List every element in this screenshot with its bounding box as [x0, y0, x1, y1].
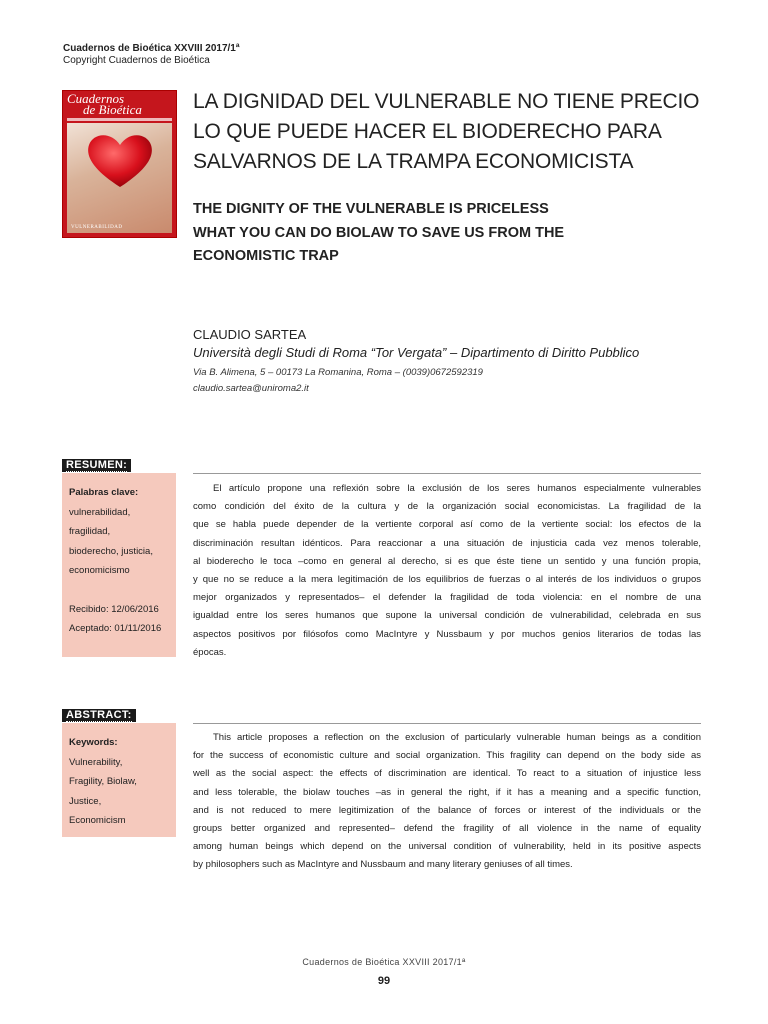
abstract-line: by philosophers such as MacIntyre and Nussbaum and many literary geniuses of all times. [193, 859, 573, 871]
copyright-line: Copyright Cuadernos de Bioética [63, 55, 210, 66]
accepted-date: Aceptado: 01/11/2016 [69, 623, 162, 634]
author-affiliation: Università degli Studi di Roma “Tor Vergata” – Dipartimento di Diritto Pubblico [193, 345, 640, 360]
abstract-line: among human beings which depend on the universal condition of vulnerability, held in its positive aspects [193, 841, 701, 853]
subtitle-line: ECONOMISTIC TRAP [193, 248, 339, 264]
article-title [193, 87, 713, 177]
abstract-line: well as the social aspect: the effects of discrimination are identical. To react to a situation of injustice less [193, 768, 701, 780]
subtitle-line: THE DIGNITY OF THE VULNERABLE IS PRICELESS [193, 201, 549, 217]
resumen-line: épocas. [193, 646, 227, 658]
page-number: 99 [377, 975, 391, 987]
abstract-line: This article proposes a reflection on the exclusion of particularly vulnerable human beings as a condition [213, 732, 701, 743]
resumen-tag-label: RESUMEN: [66, 459, 128, 471]
abstract-line: groups better organized and represented– defend the fragility of all violence in the name of equality [193, 823, 701, 835]
cover-strip [67, 118, 172, 121]
resumen-line: como condición del éxito de la cultura y de la organización social economicistas. La fragilidad de la [193, 501, 701, 513]
title-line: LO QUE PUEDE HACER EL BIODERECHO PARA [193, 120, 662, 143]
journal-header: Cuadernos de Bioética XXVIII 2017/1ª [63, 43, 240, 54]
spacer [69, 581, 176, 600]
resumen-sidebar [62, 473, 176, 657]
abstract-tag [62, 709, 136, 722]
abstract-line: and less tolerable, the biolaw touches –as in general the right, if it has a meaning and a specific function, [193, 786, 701, 798]
resumen-line: que se habla puede depender de la vertiente corporal así como de la vertiente social: los efectos de la [193, 519, 701, 531]
cover-brand [67, 93, 142, 115]
subtitle-line: WHAT YOU CAN DO BIOLAW TO SAVE US FROM THE [193, 224, 565, 241]
resumen-tag [62, 459, 131, 472]
keyword: economicismo [69, 565, 130, 576]
author-name: CLAUDIO SARTEA [193, 327, 307, 342]
resumen-line: discriminación resultan idénticos. Para reaccionar a una situación de injusticia cada vez menos tolerable, [193, 537, 701, 549]
resumen-line: El artículo propone una reflexión sobre la exclusión de los seres humanos especialmente vulnerables [213, 483, 701, 494]
resumen-line: igualdad entre los seres humanos que supone la universal condición de vulnerabilidad, celebrada en sus [193, 610, 701, 622]
resumen-line: al bioderecho le toca –como en general al derecho, si es que éste tiene un sentido y una función propia, [193, 555, 701, 567]
article-subtitle [193, 198, 693, 269]
resumen-line: y que no se reduce a la mera legitimación de los equilibrios de fuerzas o al interés de los individuos o grupos [193, 574, 701, 586]
abstract-line: for the success of economistic culture and social organization. This fragility can depend on the body side as [193, 750, 701, 762]
keywords-heading: Palabras clave: [69, 487, 139, 498]
author-contact [193, 365, 483, 397]
resumen-line: aspectos positivos por filósofos como MacIntyre y Nussbaum y por muchos genios literarios de todas las [193, 628, 701, 640]
abstract-text [193, 729, 701, 875]
keyword: Economicism [69, 815, 126, 826]
cover-brand-line1: Cuadernos [67, 91, 125, 106]
keyword: vulnerabilidad, [69, 506, 131, 518]
title-line: SALVARNOS DE LA TRAMPA ECONOMICISTA [193, 150, 634, 173]
author-email: claudio.sartea@uniroma2.it [193, 383, 309, 394]
cover-brand-line2: de Bioética [83, 102, 142, 117]
resumen-rule [193, 473, 701, 474]
journal-cover-image [63, 91, 176, 237]
abstract-tag-label: ABSTRACT: [66, 709, 132, 721]
author-address: Via B. Alimena, 5 – 00173 La Romanina, Roma – (0039)0672592319 [193, 367, 483, 378]
cover-theme: VULNERABILIDAD [71, 225, 123, 230]
abstract-line: and is not reduced to mere legitimization of the balance of forces or interest of the individuals or the [193, 804, 701, 816]
resumen-text [193, 480, 701, 662]
abstract-rule [193, 723, 701, 724]
abstract-sidebar [62, 723, 176, 837]
received-date: Recibido: 12/06/2016 [69, 603, 159, 615]
footer-journal: Cuadernos de Bioética XXVIII 2017/1ª [302, 957, 466, 967]
title-line: LA DIGNIDAD DEL VULNERABLE NO TIENE PRECIO [193, 90, 700, 113]
heart-icon [85, 131, 155, 189]
keyword: bioderecho, justicia, [69, 545, 153, 557]
keyword: Justice, [69, 795, 102, 807]
running-header [63, 43, 240, 67]
keyword: Vulnerability, [69, 756, 123, 768]
keyword: Fragility, Biolaw, [69, 776, 137, 787]
keyword: fragilidad, [69, 526, 111, 537]
keywords-heading: Keywords: [69, 737, 118, 748]
resumen-line: mejor organizados y representados– el defender la fragilidad de toda violencia: en el nombre de una [193, 592, 701, 604]
